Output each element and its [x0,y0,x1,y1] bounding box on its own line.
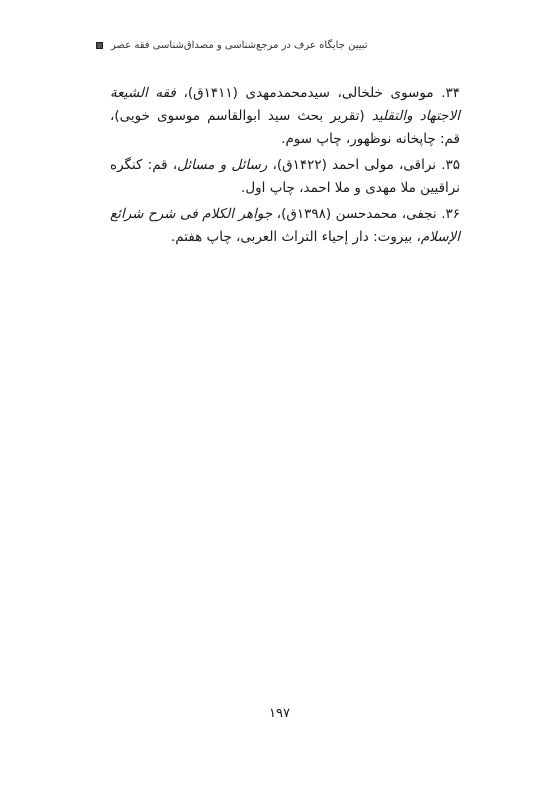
running-header [96,40,466,51]
reference-item [110,82,460,151]
reference-publisher: (تقریر بحث سید ابوالقاسم موسوی خویی)، قم: چاپخانه نوظهور، چاپ سوم. [110,108,460,147]
reference-publisher: ، قم: کنگره نراقیین ملا مهدی و ملا احمد، چاپ اول. [110,157,460,196]
reference-item [110,203,460,249]
reference-title: جواهر الکلام فی شرح شرائع الإسلام [110,206,460,245]
square-bullet-icon [96,42,103,49]
reference-number: ۳۶. [441,206,460,222]
reference-number: ۳۴. [441,85,461,101]
reference-author: نجفی، محمدحسن (۱۳۹۸ق)، [276,206,437,222]
reference-author: نراقی، مولی احمد (۱۴۲۲ق)، [272,157,437,173]
reference-author: موسوی خلخالی، سیدمحمدمهدی (۱۴۱۱ق)، [183,85,434,101]
reference-publisher: ، بیروت: دار إحیاء التراث العربی، چاپ هفتم. [170,229,421,245]
reference-title: فقه الشیعة الاجتهاد والتقلید [110,85,460,124]
reference-title: رسائل و مسائل [177,157,268,173]
page-number: ۱۹۷ [269,706,290,721]
reference-list [110,82,460,252]
reference-item [110,154,460,200]
running-title: تبیین جایگاه عرف در مرجع‌شناسی و مصداق‌شناسی فقه عصر [111,40,368,51]
reference-number: ۳۵. [441,157,461,173]
